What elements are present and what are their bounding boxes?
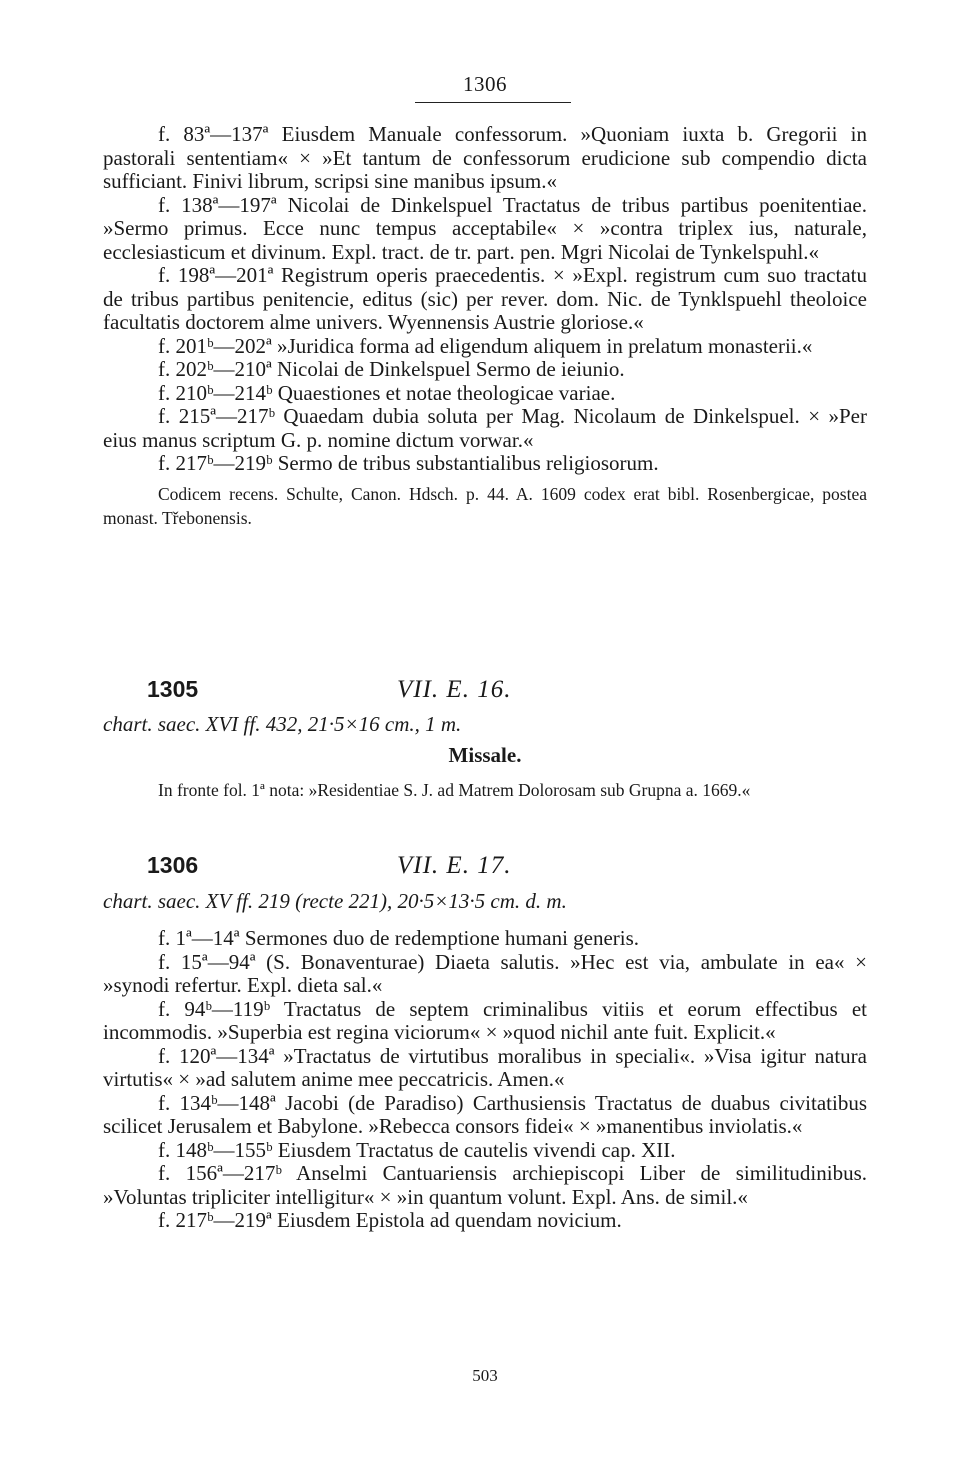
item: f. 217ᵇ—219ª Eiusdem Epistola ad quendam novicium.	[158, 1208, 622, 1232]
continuation-item: f. 202ᵇ—210ª Nicolai de Dinkelspuel Sermo de ieiunio.	[158, 357, 625, 381]
note-1305-text: In fronte fol. 1ª nota: »Residentiae S. J. ad Matrem Dolorosam sub Grupna a. 1669.«	[158, 780, 751, 800]
shelfmark-1306: VII. E. 17.	[397, 852, 512, 879]
description-1305: chart. saec. XVI ff. 432, 21·5×16 cm., 1 m.	[103, 712, 462, 736]
continuation-item: f. 201ᵇ—202ª »Juridica forma ad eligendum aliquem in prelatum monasterii.«	[158, 333, 813, 358]
folio-number: 503	[472, 1366, 498, 1385]
entry-number-1306: 1306	[147, 852, 199, 878]
item: f. 120ª—134ª »Tractatus de virtutibus moralibus in speciali«. »Visa igitur natura virtutis« × »ad salutem anime mee peccatricis. Amen.«	[103, 1043, 867, 1091]
continuation-item: f. 198ª—201ª Registrum operis praecedentis. × »Expl. registrum cum suo tractatu de tribus partibus penitencie, editus (sic) per rever. dom. Nic. de Tynklspuehl theoloice facultatis doctorem alme univers. Wyennensis Austrie gloriose.«	[103, 263, 867, 334]
shelfmark-1305: VII. E. 16.	[397, 676, 512, 703]
item: f. 94ᵇ—119ᵇ Tractatus de septem criminalibus vitiis et eorum effectibus et incommodis. »Superbia est regina viciorum« × »quod nichil ante fuit. Explicit.«	[103, 996, 867, 1044]
entry-number-1305: 1305	[147, 676, 199, 702]
item: f. 15ª—94ª (S. Bonaventurae) Diaeta salutis. »Hec est via, ambulate in ea« × »synodi refertur. Expl. dieta sal.«	[103, 949, 867, 997]
item: f. 148ᵇ—155ᵇ Eiusdem Tractatus de cautelis vivendi cap. XII.	[158, 1137, 676, 1162]
items-1306	[103, 927, 867, 1233]
continuation-item: f. 217ᵇ—219ᵇ Sermo de tribus substantialibus religiosorum.	[158, 451, 659, 475]
description-1306: chart. saec. XV ff. 219 (recte 221), 20·5×13·5 cm. d. m.	[103, 889, 567, 913]
title-1305: Missale.	[448, 743, 522, 767]
continuation-item: f. 215ª—217ᵇ Quaedam dubia soluta per Mag. Nicolaum de Dinkelspuel. × »Per eius manus scriptum G. p. nomine dictum vorwar.«	[103, 404, 867, 452]
running-page-number: 1306	[463, 72, 507, 96]
item: f. 1ª—14ª Sermones duo de redemptione humani generis.	[158, 926, 640, 950]
item: f. 134ᵇ—148ª Jacobi (de Paradiso) Carthusiensis Tractatus de duabus civitatibus scilicet Jerusalem et Babylone. »Rebecca consors fidei« × »manentibus inviolatis.«	[103, 1090, 867, 1138]
continuation-note: Codicem recens. Schulte, Canon. Hdsch. p. 44. A. 1609 codex erat bibl. Rosenbergicae, postea monast. Třebonensis.	[103, 483, 867, 528]
continuation-item: f. 210ᵇ—214ᵇ Quaestiones et notae theologicae variae.	[158, 380, 616, 405]
header-rule	[415, 102, 571, 103]
item: f. 156ª—217ᵇ Anselmi Cantuariensis archiepiscopi Liber de similitudinibus. »Voluntas tripliciter intelligitur« × »in quantum volunt. Expl. Ans. de simil.«	[103, 1161, 867, 1209]
note-1305	[103, 778, 867, 802]
continuation-item: f. 138ª—197ª Nicolai de Dinkelspuel Tractatus de tribus partibus poenitentiae. »Sermo primus. Ecce nunc tempus acceptabile« × »contra triplex ius, naturale, ecclesiasticum et divinum. Expl. tract. de tr. part. pen. Mgri Nicolai de Tynkelspuhl.«	[103, 192, 867, 264]
continuation-item: f. 83ª—137ª Eiusdem Manuale confessorum. »Quoniam iuxta b. Gregorii in pastorali sententiam« × »Et tantum de confessorum erudicione sub compendio dicta sufficiant. Finivi librum, scripsi sine manibus ipsum.«	[103, 122, 867, 193]
continuation-block	[103, 123, 867, 530]
